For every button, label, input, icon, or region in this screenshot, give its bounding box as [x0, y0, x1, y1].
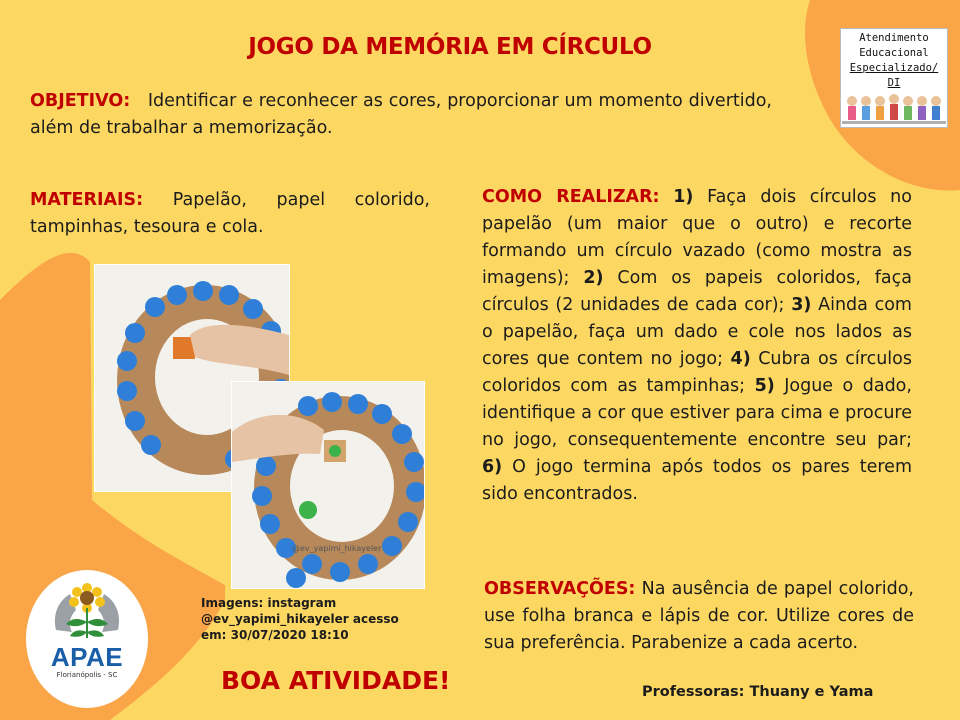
aee-line: Especializado/ DI	[849, 62, 939, 89]
materials-paragraph	[30, 187, 430, 241]
credits-line: @ev_yapimi_hikayeler acesso	[201, 612, 399, 626]
observations-paragraph	[484, 576, 914, 657]
apae-logo-city: Florianópolis - SC	[56, 671, 118, 679]
apae-logo	[26, 570, 148, 708]
step-text: Faça dois círculos no papelão (um maior que o outro) e recorte formando um círculo vazado (como mostra as imagens);	[482, 187, 912, 288]
how-to-paragraph	[482, 184, 912, 508]
step-text: Ainda com o papelão, faça um dado e cole nos lados as cores que contem no jogo;	[482, 295, 912, 369]
credits-line: em: 30/07/2020 18:10	[201, 628, 349, 642]
objective-label: OBJETIVO:	[30, 91, 131, 111]
step-text: O jogo termina após todos os pares terem sido encontrados.	[482, 457, 912, 504]
children-drawing-icon	[842, 91, 946, 135]
page-title: JOGO DA MEMÓRIA EM CÍRCULO	[248, 34, 652, 60]
aee-line: Atendimento	[859, 32, 929, 44]
step-text: Jogue o dado, identifique a cor que estiver para cima e procure no jogo, consequentemente encontre seu par;	[482, 376, 912, 450]
step-number: 5)	[754, 376, 775, 396]
credits-line: Imagens: instagram	[201, 596, 337, 610]
materials-label: MATERIAIS:	[30, 190, 144, 210]
photo-watermark: @ev_yapimi_hikayeler	[292, 544, 382, 553]
materials-text: Papelão, papel colorido, tampinhas, tesoura e cola.	[30, 190, 430, 237]
aee-line: Educacional	[859, 47, 929, 59]
step-text: Com os papeis coloridos, faça círculos (2 unidades de cada cor);	[482, 268, 912, 315]
closing-message: BOA ATIVIDADE!	[221, 666, 451, 695]
teachers-credit: Professoras: Thuany e Yama	[642, 684, 874, 700]
step-number: 2)	[583, 268, 604, 288]
ring-game-illustration	[232, 382, 424, 588]
step-number: 6)	[482, 457, 503, 477]
step-number: 3)	[791, 295, 812, 315]
aee-badge-text	[841, 31, 947, 91]
observations-text: Na ausência de papel colorido, use folha branca e lápis de cor. Utilize cores de sua preferência. Parabenize a cada acerto.	[484, 579, 914, 653]
image-credits	[201, 595, 416, 643]
step-number: 4)	[730, 349, 751, 369]
apae-logo-name: APAE	[50, 642, 124, 672]
objective-text: Identificar e reconhecer as cores, proporcionar um momento divertido, além de trabalhar a memorização.	[30, 91, 772, 138]
game-photo-2	[231, 381, 425, 589]
step-text: Cubra os círculos coloridos com as tampinhas;	[482, 349, 912, 396]
observations-label: OBSERVAÇÕES:	[484, 579, 636, 599]
how-to-label: COMO REALIZAR:	[482, 187, 660, 207]
step-number: 1)	[673, 187, 694, 207]
aee-badge	[840, 28, 948, 128]
objective-paragraph	[30, 88, 772, 142]
apae-flower-hands-icon	[26, 570, 148, 646]
